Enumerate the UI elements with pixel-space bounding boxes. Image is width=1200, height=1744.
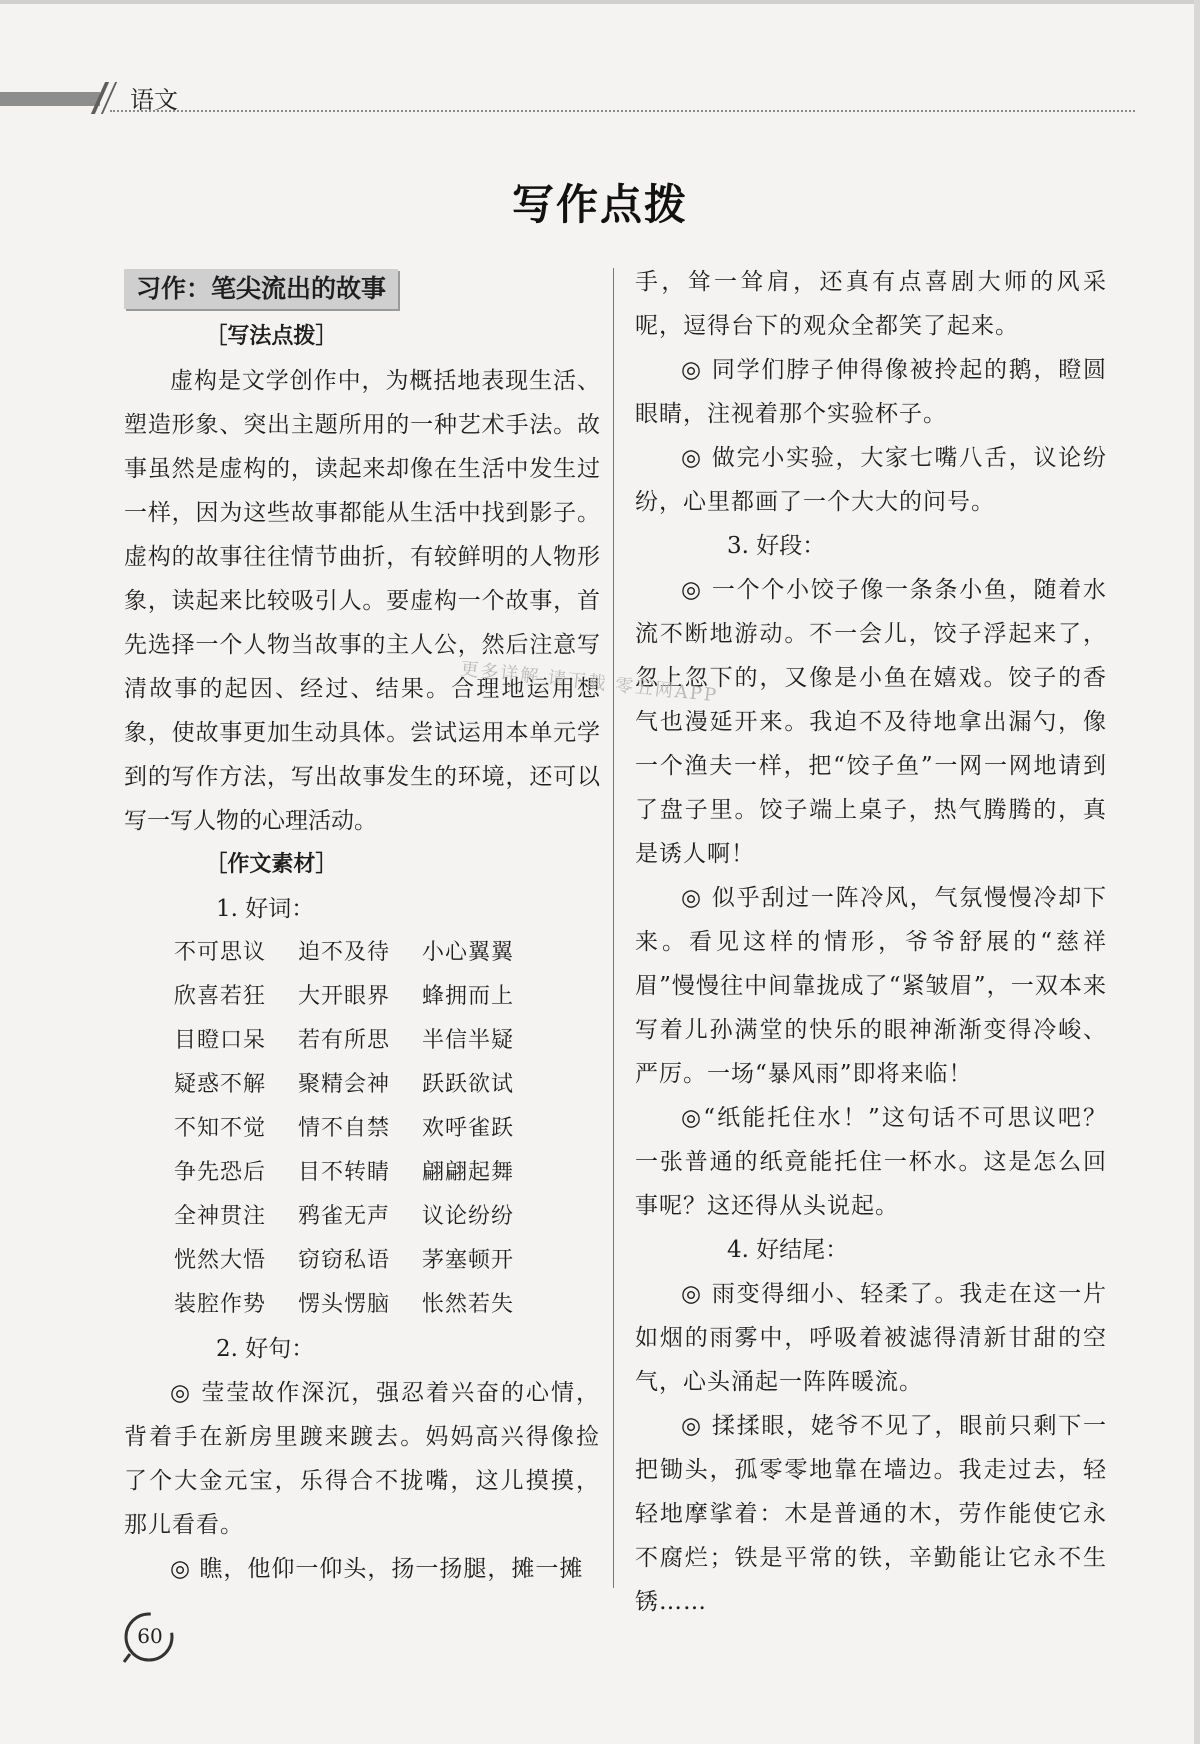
word-item: 半信半疑 [422, 1028, 515, 1053]
column-divider [613, 268, 614, 1588]
paragraph-2: ◎ 似乎刮过一阵冷风，气氛慢慢冷却下来。看见这样的情形，爷爷舒展的“慈祥眉”慢慢往中间靠拢成了“紧皱眉”，一双本来写着儿孙满堂的快乐的眼神渐渐变得冷峻、严厉。一场“暴风雨”即将来临！ [635, 885, 1107, 1087]
word-item: 欣喜若狂 [174, 984, 267, 1009]
page-number: 60 [137, 1624, 163, 1648]
word-item: 恍然大悟 [174, 1248, 267, 1273]
method-paragraph: 虚构是文学创作中，为概括地表现生活、塑造形象、突出主题所用的一种艺术手法。故事虽然是虚构的，读起来却像在生活中发生过一样，因为这些故事都能从生活中找到影子。虚构的故事往往情节曲折，有较鲜明的人物形象，读起来比较吸引人。要虚构一个故事，首先选择一个人物当故事的主人公，然后注意写清故事的起因、经过、结果。合理地运用想象，使故事更加生动具体。尝试运用本单元学到的写作方法，写出故事发生的环境，还可以写一写人物的心理活动。 [124, 368, 600, 834]
word-item: 若有所思 [298, 1028, 391, 1053]
label-good-sentences: 2. 好句： [216, 1336, 315, 1362]
word-item: 窃窃私语 [298, 1248, 391, 1273]
sentence-2-continued: 手，耸一耸肩，还真有点喜剧大师的风采呢，逗得台下的观众全都笑了起来。 [635, 269, 1107, 339]
word-item: 疑惑不解 [174, 1072, 267, 1097]
word-item: 目不转睛 [298, 1160, 391, 1185]
word-item: 全神贯注 [174, 1204, 267, 1229]
word-item: 翩翩起舞 [422, 1160, 515, 1185]
ending-2: ◎ 揉揉眼，姥爷不见了，眼前只剩下一把锄头，孤零零地靠在墙边。我走过去，轻轻地摩挲着：木是普通的木，劳作能使它永不腐烂；铁是平常的铁，辛勤能让它永不生锈…… [635, 1413, 1107, 1615]
label-good-endings: 4. 好结尾： [727, 1237, 849, 1263]
page-number-badge [122, 1610, 176, 1664]
page-right-edge [1194, 0, 1200, 1744]
ending-1: ◎ 雨变得细小、轻柔了。我走在这一片如烟的雨雾中，呼吸着被滤得清新甘甜的空气，心头涌起一阵阵暖流。 [635, 1281, 1107, 1395]
label-good-paragraphs: 3. 好段： [727, 533, 826, 559]
header-dotted-rule [110, 110, 1135, 112]
word-item: 欢呼雀跃 [422, 1116, 515, 1141]
right-column [635, 260, 1107, 1624]
word-item: 争先恐后 [174, 1160, 267, 1185]
left-column [124, 268, 600, 1591]
word-item: 小心翼翼 [422, 940, 515, 965]
word-item: 蜂拥而上 [422, 984, 515, 1009]
word-item: 迫不及待 [298, 940, 391, 965]
label-good-words: 1. 好词： [216, 896, 315, 922]
page-title: 写作点拨 [511, 180, 688, 229]
header-bar [0, 92, 100, 106]
page-top-edge [0, 0, 1200, 4]
word-item: 聚精会神 [298, 1072, 391, 1097]
word-grid [124, 931, 600, 1327]
sentence-2-start: ◎ 瞧，他仰一仰头，扬一扬腿，摊一摊 [170, 1556, 584, 1582]
word-item: 不可思议 [174, 940, 267, 965]
word-item: 情不自禁 [298, 1116, 391, 1141]
sentence-4: ◎ 做完小实验，大家七嘴八舌，议论纷纷，心里都画了一个大大的问号。 [635, 445, 1107, 515]
word-item: 装腔作势 [174, 1292, 267, 1317]
word-item: 不知不觉 [174, 1116, 267, 1141]
section-banner: 习作：笔尖流出的故事 [124, 269, 398, 309]
word-item: 目瞪口呆 [174, 1028, 267, 1053]
sentence-3: ◎ 同学们脖子伸得像被拎起的鹅，瞪圆眼睛，注视着那个实验杯子。 [635, 357, 1107, 427]
watermark-text: 更多详解 请下载 零五网APP [459, 658, 719, 707]
word-item: 愣头愣脑 [298, 1292, 391, 1317]
heading-writing-method: ［写法点拨］ [205, 324, 338, 349]
word-item: 跃跃欲试 [422, 1072, 515, 1097]
heading-material: ［作文素材］ [205, 852, 338, 877]
sentence-1: ◎ 莹莹故作深沉，强忍着兴奋的心情，背着手在新房里踱来踱去。妈妈高兴得像捡了个大金元宝，乐得合不拢嘴，这儿摸摸，那儿看看。 [124, 1380, 600, 1538]
word-item: 鸦雀无声 [298, 1204, 391, 1229]
word-item: 茅塞顿开 [422, 1248, 515, 1273]
paragraph-3: ◎“纸能托住水！”这句话不可思议吧？一张普通的纸竟能托住一杯水。这是怎么回事呢？这还得从头说起。 [635, 1105, 1107, 1219]
word-item: 议论纷纷 [422, 1204, 515, 1229]
word-item: 怅然若失 [422, 1292, 515, 1317]
page-header [0, 78, 1140, 118]
subject-label: 语文 [130, 86, 178, 114]
paragraph-1: ◎ 一个个小饺子像一条条小鱼，随着水流不断地游动。不一会儿，饺子浮起来了，忽上忽下的，又像是小鱼在嬉戏。饺子的香气也漫延开来。我迫不及待地拿出漏勺，像一个渔夫一样，把“饺子鱼”一网一网地请到了盘子里。饺子端上桌子，热气腾腾的，真是诱人啊！ [635, 577, 1107, 867]
word-item: 大开眼界 [298, 984, 391, 1009]
